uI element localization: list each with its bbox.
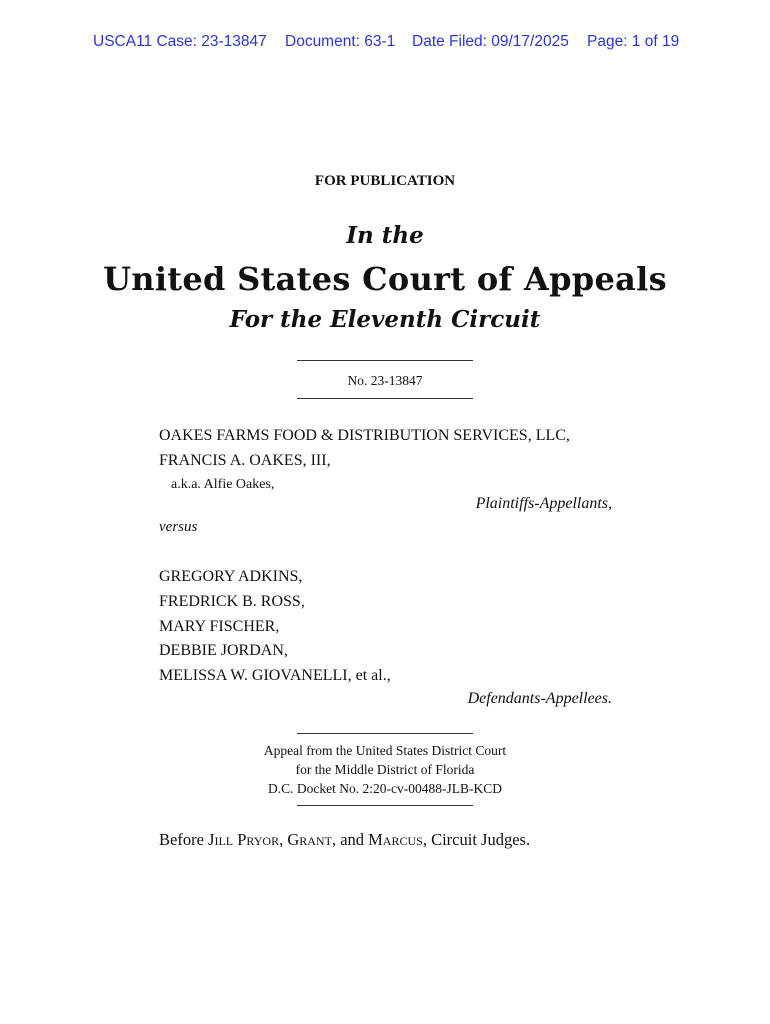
judge-name: Grant xyxy=(287,830,332,849)
panel-suffix: , Circuit Judges. xyxy=(422,830,531,849)
plaintiff-role: Plaintiffs-Appellants, xyxy=(475,495,612,512)
publication-status: FOR PUBLICATION xyxy=(314,173,456,189)
panel-line xyxy=(159,830,530,850)
divider-rule xyxy=(297,805,473,806)
defendant-name: FREDRICK B. ROSS, xyxy=(159,593,305,610)
appeal-district: for the Middle District of Florida xyxy=(295,762,475,777)
panel-before: Before xyxy=(159,830,204,849)
divider-rule xyxy=(297,360,473,361)
page-number-header: Page: 1 of 19 xyxy=(587,33,680,50)
plaintiff-alias: a.k.a. Alfie Oakes, xyxy=(171,477,275,492)
defendant-name: MARY FISCHER, xyxy=(159,618,280,635)
divider-rule xyxy=(297,398,473,399)
case-number-header: USCA11 Case: 23-13847 xyxy=(93,33,267,50)
judge-name: Marcus xyxy=(368,830,423,849)
plaintiff-name: OAKES FARMS FOOD & DISTRIBUTION SERVICES, LLC, xyxy=(159,427,570,444)
document-number-header: Document: 63-1 xyxy=(285,33,396,50)
court-intro: In the xyxy=(346,222,424,249)
court-name: United States Court of Appeals xyxy=(103,260,667,298)
date-filed-header: Date Filed: 09/17/2025 xyxy=(412,33,569,50)
panel-separator: , xyxy=(279,830,288,849)
defendant-name: MELISSA W. GIOVANELLI, et al., xyxy=(159,667,391,684)
circuit-name: For the Eleventh Circuit xyxy=(229,306,541,333)
defendant-role: Defendants-Appellees. xyxy=(467,690,612,707)
judge-name: Jill Pryor xyxy=(208,830,280,849)
defendant-name: GREGORY ADKINS, xyxy=(159,568,303,585)
plaintiff-name: FRANCIS A. OAKES, III, xyxy=(159,452,331,469)
panel-separator: , and xyxy=(331,830,369,849)
appeal-origin: Appeal from the United States District Court xyxy=(263,743,507,758)
docket-number: No. 23-13847 xyxy=(347,373,423,388)
district-docket: D.C. Docket No. 2:20-cv-00488-JLB-KCD xyxy=(268,781,502,796)
versus-label: versus xyxy=(159,519,198,535)
defendant-name: DEBBIE JORDAN, xyxy=(159,642,288,659)
divider-rule xyxy=(297,733,473,734)
